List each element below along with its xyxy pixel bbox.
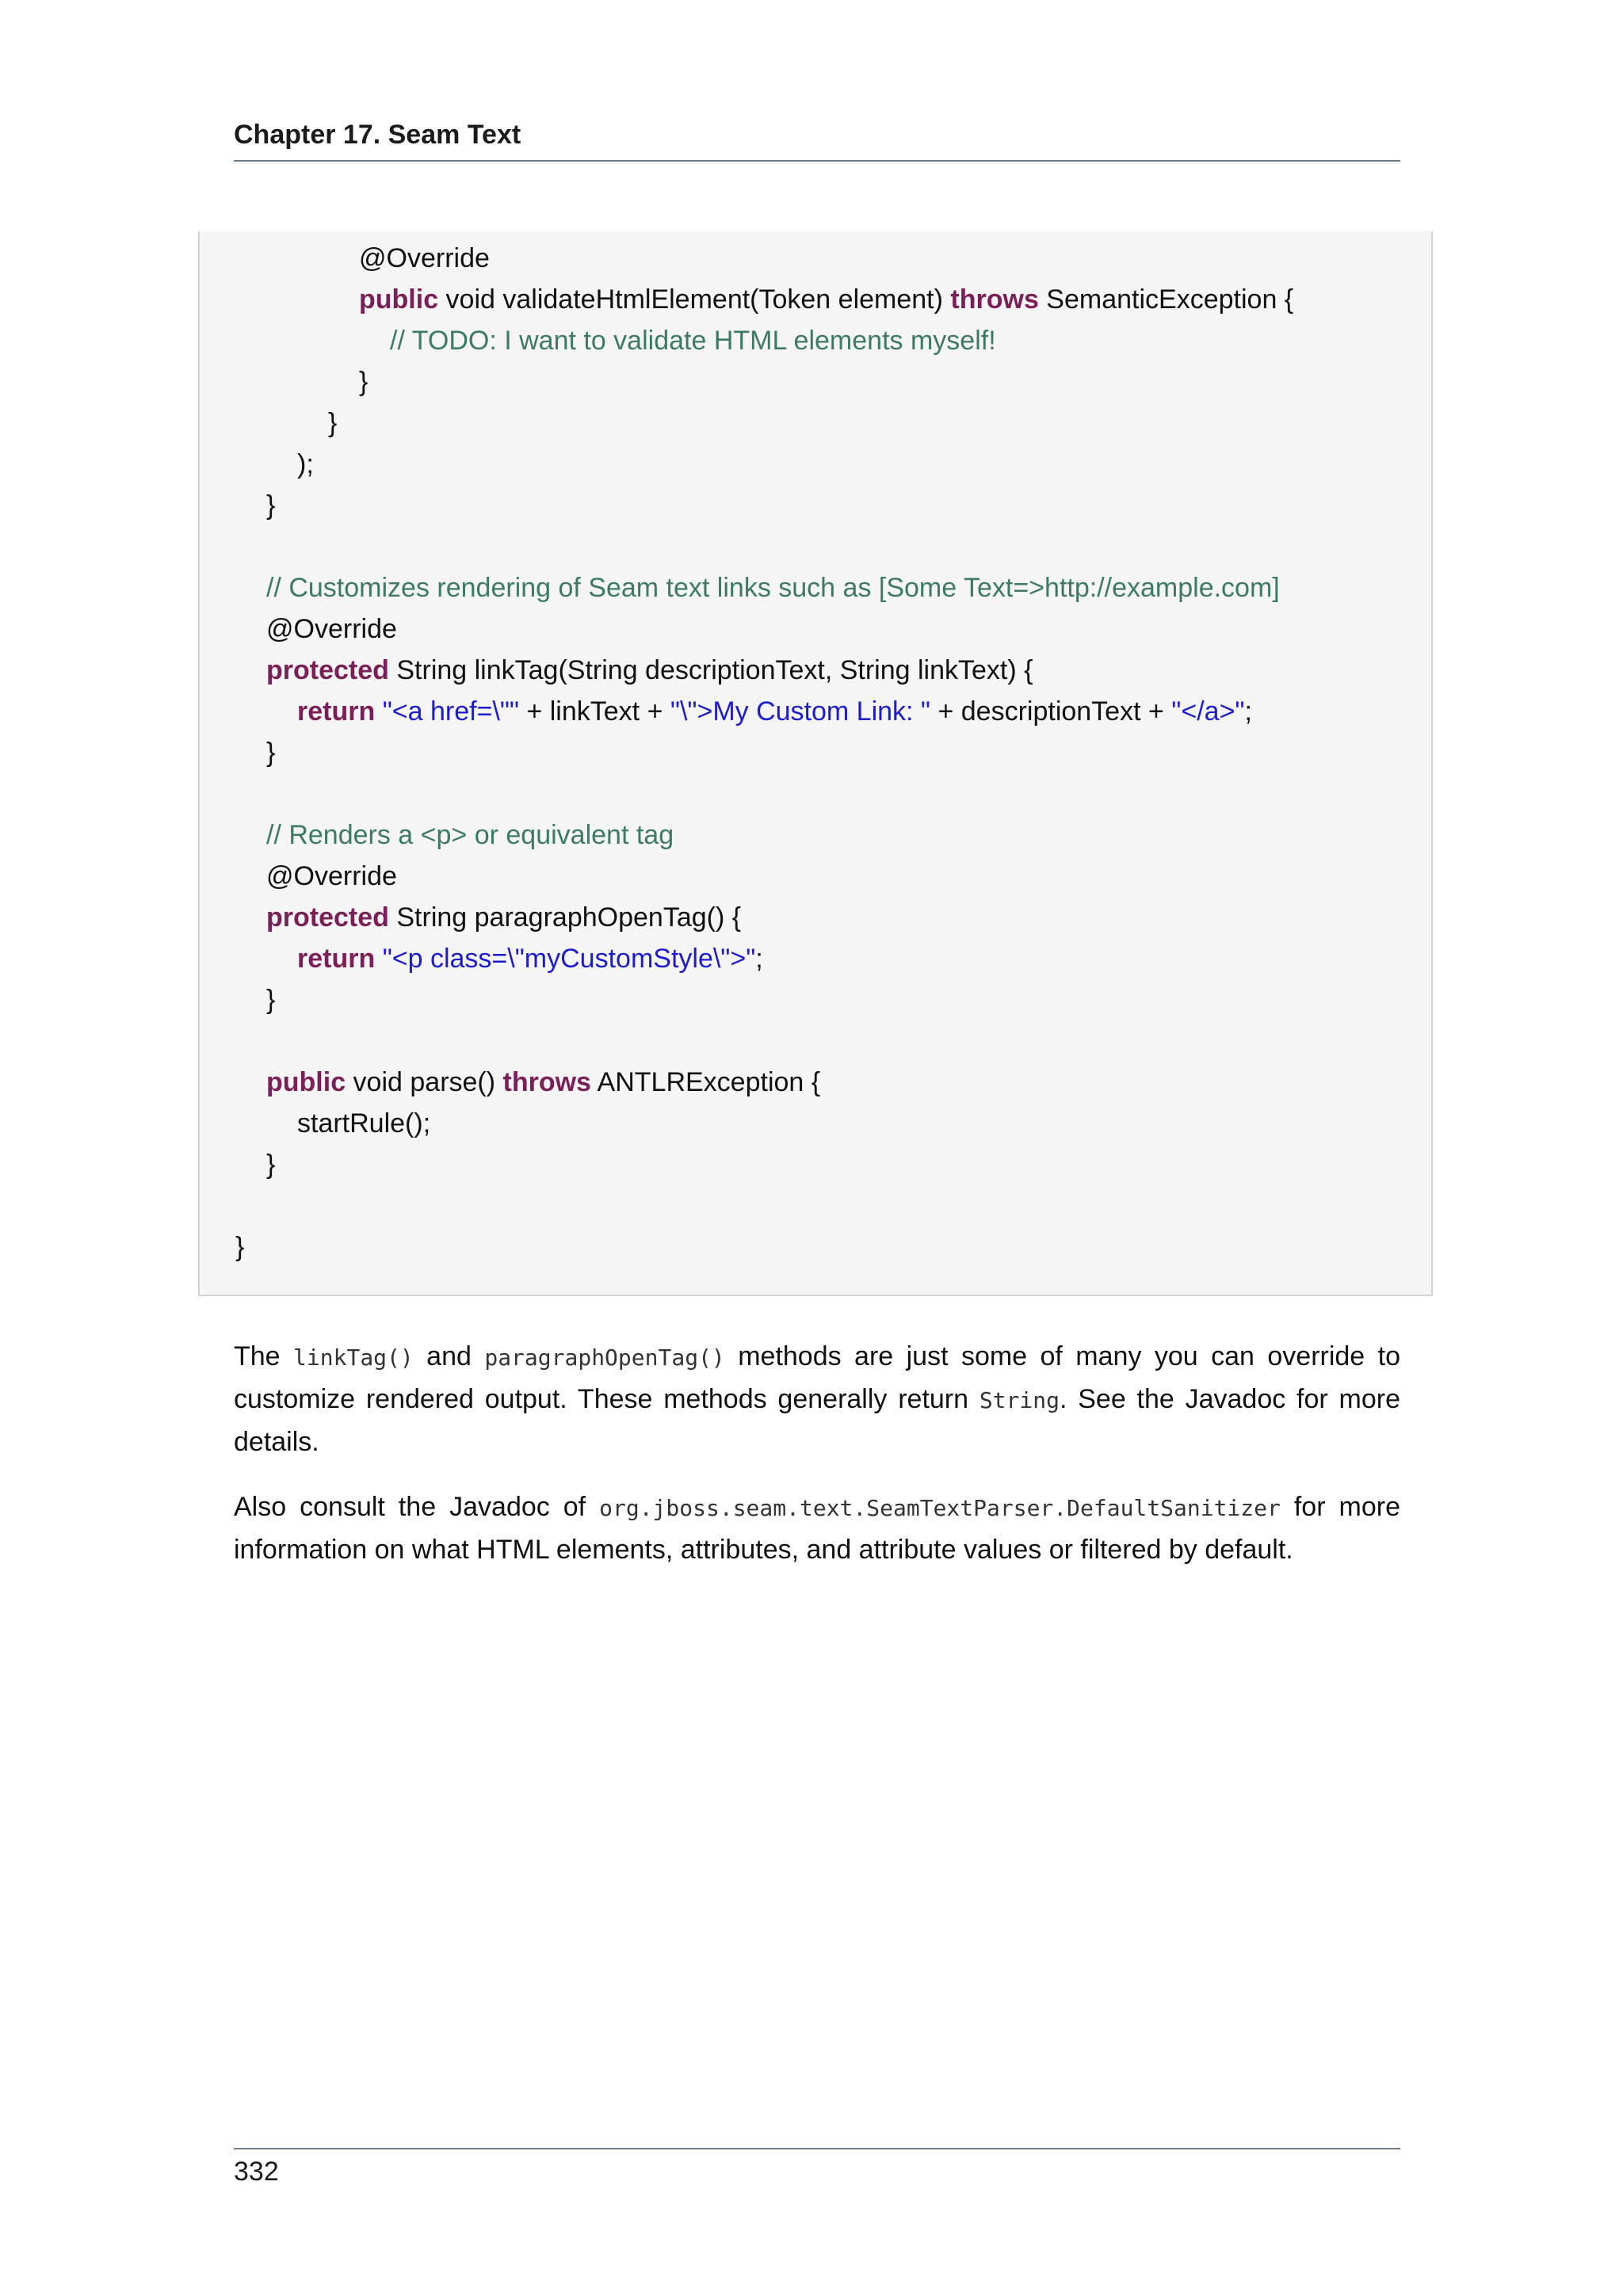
code-line xyxy=(390,320,996,361)
code-keyword: public xyxy=(359,284,439,315)
code-line xyxy=(359,279,1293,320)
code-text: ; xyxy=(755,944,763,974)
code-text: String linkTag(String descriptionText, String linkText) { xyxy=(388,655,1033,685)
code-text: } xyxy=(266,985,276,1015)
code-text: + linkText + xyxy=(519,696,670,727)
code-string: "<p class=\"myCustomStyle\">" xyxy=(382,944,756,974)
chapter-title: Chapter 17. Seam Text xyxy=(234,120,521,150)
code-text: } xyxy=(235,1232,245,1262)
page-footer xyxy=(234,2148,1400,2187)
code-text: void parse() xyxy=(346,1067,503,1097)
code-text: @Override xyxy=(266,614,397,644)
code-comment: // TODO: I want to validate HTML elements myself! xyxy=(390,326,996,356)
code-string: "\">My Custom Link: " xyxy=(670,696,931,727)
body-paragraph-javadoc xyxy=(234,1486,1400,1570)
code-string: "</a>" xyxy=(1171,696,1245,727)
code-line xyxy=(359,238,490,279)
paragraph-text: and xyxy=(413,1341,485,1371)
inline-code: linkTag() xyxy=(293,1344,414,1371)
code-keyword: throws xyxy=(502,1067,591,1097)
code-text xyxy=(375,944,382,974)
code-string: "<a href=\"" xyxy=(382,696,519,727)
code-text: @Override xyxy=(359,243,490,273)
code-text: ; xyxy=(1244,696,1252,727)
code-line xyxy=(266,1144,275,1185)
code-comment: // Customizes rendering of Seam text links such as [Some Text=>http://example.com] xyxy=(266,573,1280,603)
paragraph-text: Also consult the Javadoc of xyxy=(234,1492,600,1522)
code-keyword: public xyxy=(266,1067,346,1097)
code-comment: // Renders a <p> or equivalent tag xyxy=(266,820,674,850)
code-keyword: return xyxy=(297,944,376,974)
code-line xyxy=(266,856,397,897)
code-line xyxy=(359,361,368,402)
code-listing xyxy=(198,231,1433,1296)
code-text: } xyxy=(359,367,369,397)
paragraph-text: methods are just some of many you can override to customize rendered output. These methods generally return xyxy=(234,1341,1400,1414)
code-line xyxy=(266,485,275,526)
code-text: startRule(); xyxy=(297,1108,431,1138)
paragraph-text: The xyxy=(234,1341,294,1371)
code-text: } xyxy=(266,738,276,768)
paragraph-text: . See the Javadoc for more details. xyxy=(234,1384,1400,1457)
code-line xyxy=(297,1103,430,1144)
code-keyword: protected xyxy=(266,655,389,685)
code-line xyxy=(266,608,397,650)
body-paragraph-methods xyxy=(234,1336,1400,1463)
code-line xyxy=(297,444,314,485)
code-text: String paragraphOpenTag() { xyxy=(388,902,742,933)
code-line xyxy=(328,402,337,444)
code-line xyxy=(297,938,763,979)
code-text xyxy=(375,696,382,727)
code-text: } xyxy=(266,1150,276,1180)
code-line xyxy=(266,1062,820,1103)
code-keyword: return xyxy=(297,696,376,727)
page-number: 332 xyxy=(234,2157,279,2187)
code-line xyxy=(266,979,275,1020)
code-keyword: throws xyxy=(950,284,1039,315)
inline-code: org.jboss.seam.text.SeamTextParser.DefaultSanitizer xyxy=(599,1495,1281,1521)
inline-code: String xyxy=(979,1387,1060,1413)
code-keyword: protected xyxy=(266,902,389,933)
code-line xyxy=(266,897,741,938)
code-text: ANTLRException { xyxy=(590,1067,821,1097)
code-text: void validateHtmlElement(Token element) xyxy=(438,284,951,315)
code-text: } xyxy=(266,490,276,521)
code-line xyxy=(266,650,1033,691)
code-line xyxy=(266,814,674,856)
code-text: + descriptionText + xyxy=(930,696,1172,727)
code-text: } xyxy=(328,408,338,438)
code-text: ); xyxy=(297,449,314,479)
code-text: SemanticException { xyxy=(1038,284,1294,315)
code-line xyxy=(235,1226,244,1268)
paragraph-text: for more information on what HTML elements, attributes, and attribute values or filtered by default. xyxy=(234,1492,1400,1565)
page-header xyxy=(234,116,1400,162)
code-line xyxy=(266,732,275,773)
code-text: @Override xyxy=(266,861,397,891)
code-line xyxy=(266,567,1280,608)
inline-code: paragraphOpenTag() xyxy=(484,1344,725,1371)
code-line xyxy=(297,691,1252,732)
